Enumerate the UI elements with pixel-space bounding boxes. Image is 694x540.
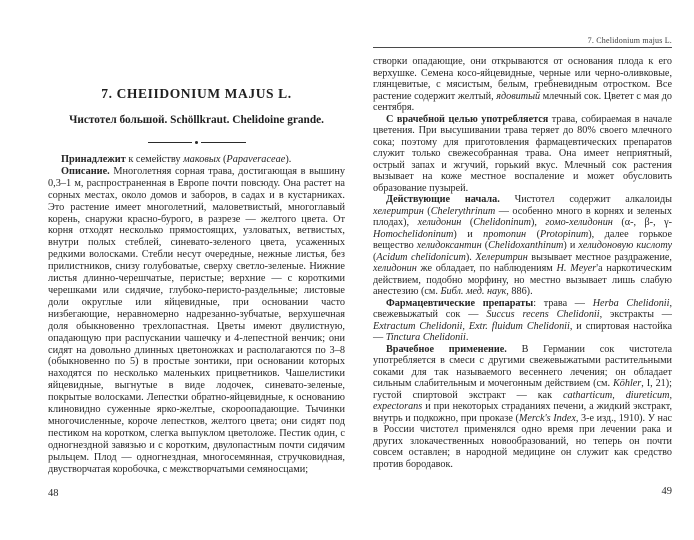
text-run: маковых xyxy=(183,154,221,165)
text-run: хелидонин xyxy=(373,263,417,274)
paragraph xyxy=(48,154,345,166)
text-run: Homochelidoninum xyxy=(373,228,454,240)
paragraph xyxy=(373,298,672,344)
text-run: Köhler xyxy=(612,378,642,389)
text-run: . xyxy=(465,332,469,343)
right-page xyxy=(373,0,672,470)
text-run: ( xyxy=(526,228,540,240)
text-run: же обладает, по наблюдениям xyxy=(416,263,557,274)
text-run: : трава — xyxy=(533,297,593,309)
paragraph xyxy=(48,166,345,476)
text-run: ядовитый xyxy=(496,90,541,102)
text-run: гомо-хелидонин xyxy=(545,217,613,228)
paragraph xyxy=(373,56,672,114)
text-run: ( xyxy=(423,205,431,217)
text-run: Хелеритрин xyxy=(475,251,528,263)
page-number-left: 48 xyxy=(48,488,59,499)
text-run: хелеритрин xyxy=(373,205,424,217)
text-run: протопин xyxy=(483,228,527,240)
text-run: , экстракты — xyxy=(599,309,672,320)
section-divider xyxy=(148,141,246,144)
text-run: Papaveraceae xyxy=(226,154,286,165)
text-run: ). xyxy=(465,251,476,263)
text-run: Описание. xyxy=(61,165,110,177)
text-run: хелидонин xyxy=(417,217,462,228)
text-run: вызывает местное раздражение, xyxy=(527,251,672,263)
text-run: ( xyxy=(481,240,489,251)
text-run: млечный сок. Цветет с мая до сентября. xyxy=(373,90,672,113)
text-run: , I, 21); густой спиртовой экстракт — как xyxy=(373,378,672,401)
text-run: Принадлежит xyxy=(61,154,126,165)
text-run: Chelidoxanthinum xyxy=(488,240,564,251)
text-run: , и спиртовая настойка — xyxy=(373,320,672,343)
paragraph xyxy=(373,344,672,471)
text-run: ( xyxy=(220,154,227,165)
text-run: Acidum chelidonicum xyxy=(376,251,466,263)
text-run: ), xyxy=(530,217,546,228)
text-run: Chelerythrinum xyxy=(430,205,496,217)
text-run: С врачебной целью употребляется xyxy=(386,113,549,125)
text-run: Tinctura Chelidonii xyxy=(385,332,466,343)
right-page-body xyxy=(373,56,672,470)
text-run: Фармацевтические препараты xyxy=(386,297,534,309)
text-run: Чистотел содержит алкалоиды xyxy=(499,194,672,205)
text-run: catharticum, diureticum, expectorans xyxy=(373,389,672,412)
text-run: хелидоксантин xyxy=(416,240,482,251)
chapter-subtitle: Чистотел большой. Schöllkraut. Chelidoine grande. xyxy=(69,114,324,126)
text-run: 'а наркотическим действием, подобно морфину, но местно вызывает лишь слабую анестезию (см. xyxy=(373,263,672,297)
paragraph xyxy=(373,194,672,298)
left-page-body xyxy=(48,154,345,475)
paragraph xyxy=(373,114,672,195)
text-run: (α-, β-, γ- xyxy=(612,217,672,228)
text-run: — особенно много в корнях и зеленых плодах), xyxy=(373,205,672,228)
text-run: ), далее горькое вещество xyxy=(373,228,672,251)
divider-dot xyxy=(195,141,198,144)
divider-line-left xyxy=(148,142,193,143)
text-run: Succus recens Chelidonii xyxy=(486,309,600,320)
text-run: ( xyxy=(461,217,474,228)
text-run: Chelidoninum xyxy=(473,217,531,228)
text-run: В Германии сок чистотела употребляется в смеси с другими свежевыжатыми растительными соками для так называемого весеннего лечения; он обладает сильным слабительным и мочегонным действием (см. xyxy=(373,343,672,389)
text-run: Herba Chelidonii xyxy=(592,297,670,309)
text-run: к семейству xyxy=(125,154,184,165)
page-number-right: 49 xyxy=(661,486,672,497)
text-run: Merck's Index xyxy=(518,412,576,424)
left-page xyxy=(48,0,345,475)
text-run: , свежевыжатый сок — xyxy=(373,297,672,320)
text-run: трава, собираемая в начале цветения. При высушивании трава теряет до 80% своего млечного сока; поэтому для приготовления фармацевтических препаратов служит только свежесобранная трава. Она имеет неприятный, острый запах и жгучий, горький вкус. Млечный сок растения вызывает на коже местное воспаление и может обусловить образование пузырей. xyxy=(373,113,672,194)
text-run: ( xyxy=(373,251,377,263)
text-run: ) и xyxy=(563,240,579,251)
text-run: ). xyxy=(285,154,292,165)
text-run: створки опадающие, они открываются от основания плода к его верхушке. Семена косо-яйцевидные, черные или черно-оливковые, глянцевитые, с мясистым, белым, гребневидным отростком. Все растение содержит желтый, xyxy=(373,56,672,102)
chapter-title: 7. CHEIIDONIUM MAJUS L. xyxy=(101,86,292,101)
running-header: 7. Chelidonium majus L. xyxy=(587,36,672,45)
text-run: и при некоторых страданиях печени, а жидкий экстракт, внутрь и подкожно, при проказе ( xyxy=(373,401,672,424)
text-run: Действующие начала. xyxy=(386,194,500,205)
text-run: , 886). xyxy=(506,286,533,297)
text-run: H. Meyer xyxy=(556,263,597,274)
text-run: хелидоновую кислоту xyxy=(578,240,672,251)
text-run: Врачебное применение. xyxy=(386,343,507,355)
header-rule xyxy=(373,47,672,48)
text-run: Protopinum xyxy=(539,228,589,240)
text-run: Многолетняя сорная трава, достигающая в вышину 0,3–1 м, распространенная в Европе почти повсюду. Она растет на сорных местах, около домов и заборов, в садах и в кустарниках. Это растение имеет многолетний, маловетвистый, многоглавый корень, снаружи красно-бурого, в разрезе — желтого цвета. От корня отходят несколько прямостоящих, узловатых, ветвистых, внутри полых стеблей, синевато-зеленого цвета, усаженных редкими волосками. Стебли несут очередные, нежные листья, без прилистников, снизу голубоватые, сверху светло-зеленые. Нижние листья длинно-черешчатые, перистые; верхние — с короткими черешками или сидячие, глубоко-перисто-раздельные; листовые доли округлые или яйцевидные, при основании часто низбегающие, неравномерно надрезанно-зубчатые, верхушечная доля обыкновенно трехлопастная. Цветы имеют двулистную, опадающую при распускании чашечку и 4-лепестной венчик; они сидят на довольно длинных цветоножках и располагаются по 3–8 (обыкновенно по 5) в простые зонтики, при основании которых находятся по несколько маленьких прицветников. Чашелистики яйцевидные, выгнутые в виде лодочек, синевато-зеленые, покрытые волосками. Лепестки обратно-яйцевидные, к основанию клиновидно суженные ярко-желтые, скороопадающие. Тычинки многочисленные, короче лепестков, желтого цвета; они сидят под пестиком на коротком, слегка выпуклом цветоложе. Пестик один, с одногнездной завязью и с коротким, двулопастным почти сидячим рыльцем. Плод — одногнездная, многосемянная, стручковидная, двустворчатая коробочка, с межстворчатыми семяносцами; xyxy=(48,165,345,475)
text-run: Библ. мед. наук xyxy=(440,286,507,297)
text-run: Extractum Chelidonii, Extr. fluidum Chelidonii xyxy=(373,320,570,332)
divider-line-right xyxy=(201,142,246,143)
text-run: ) и xyxy=(453,228,484,240)
text-run: , 3-е изд., 1910). У нас в России чистотел применялся одно время при лечении рака и других злокачественных новообразований, но теперь он почти совсем оставлен; в народной медицине он служит как средство против бородавок. xyxy=(373,412,673,470)
